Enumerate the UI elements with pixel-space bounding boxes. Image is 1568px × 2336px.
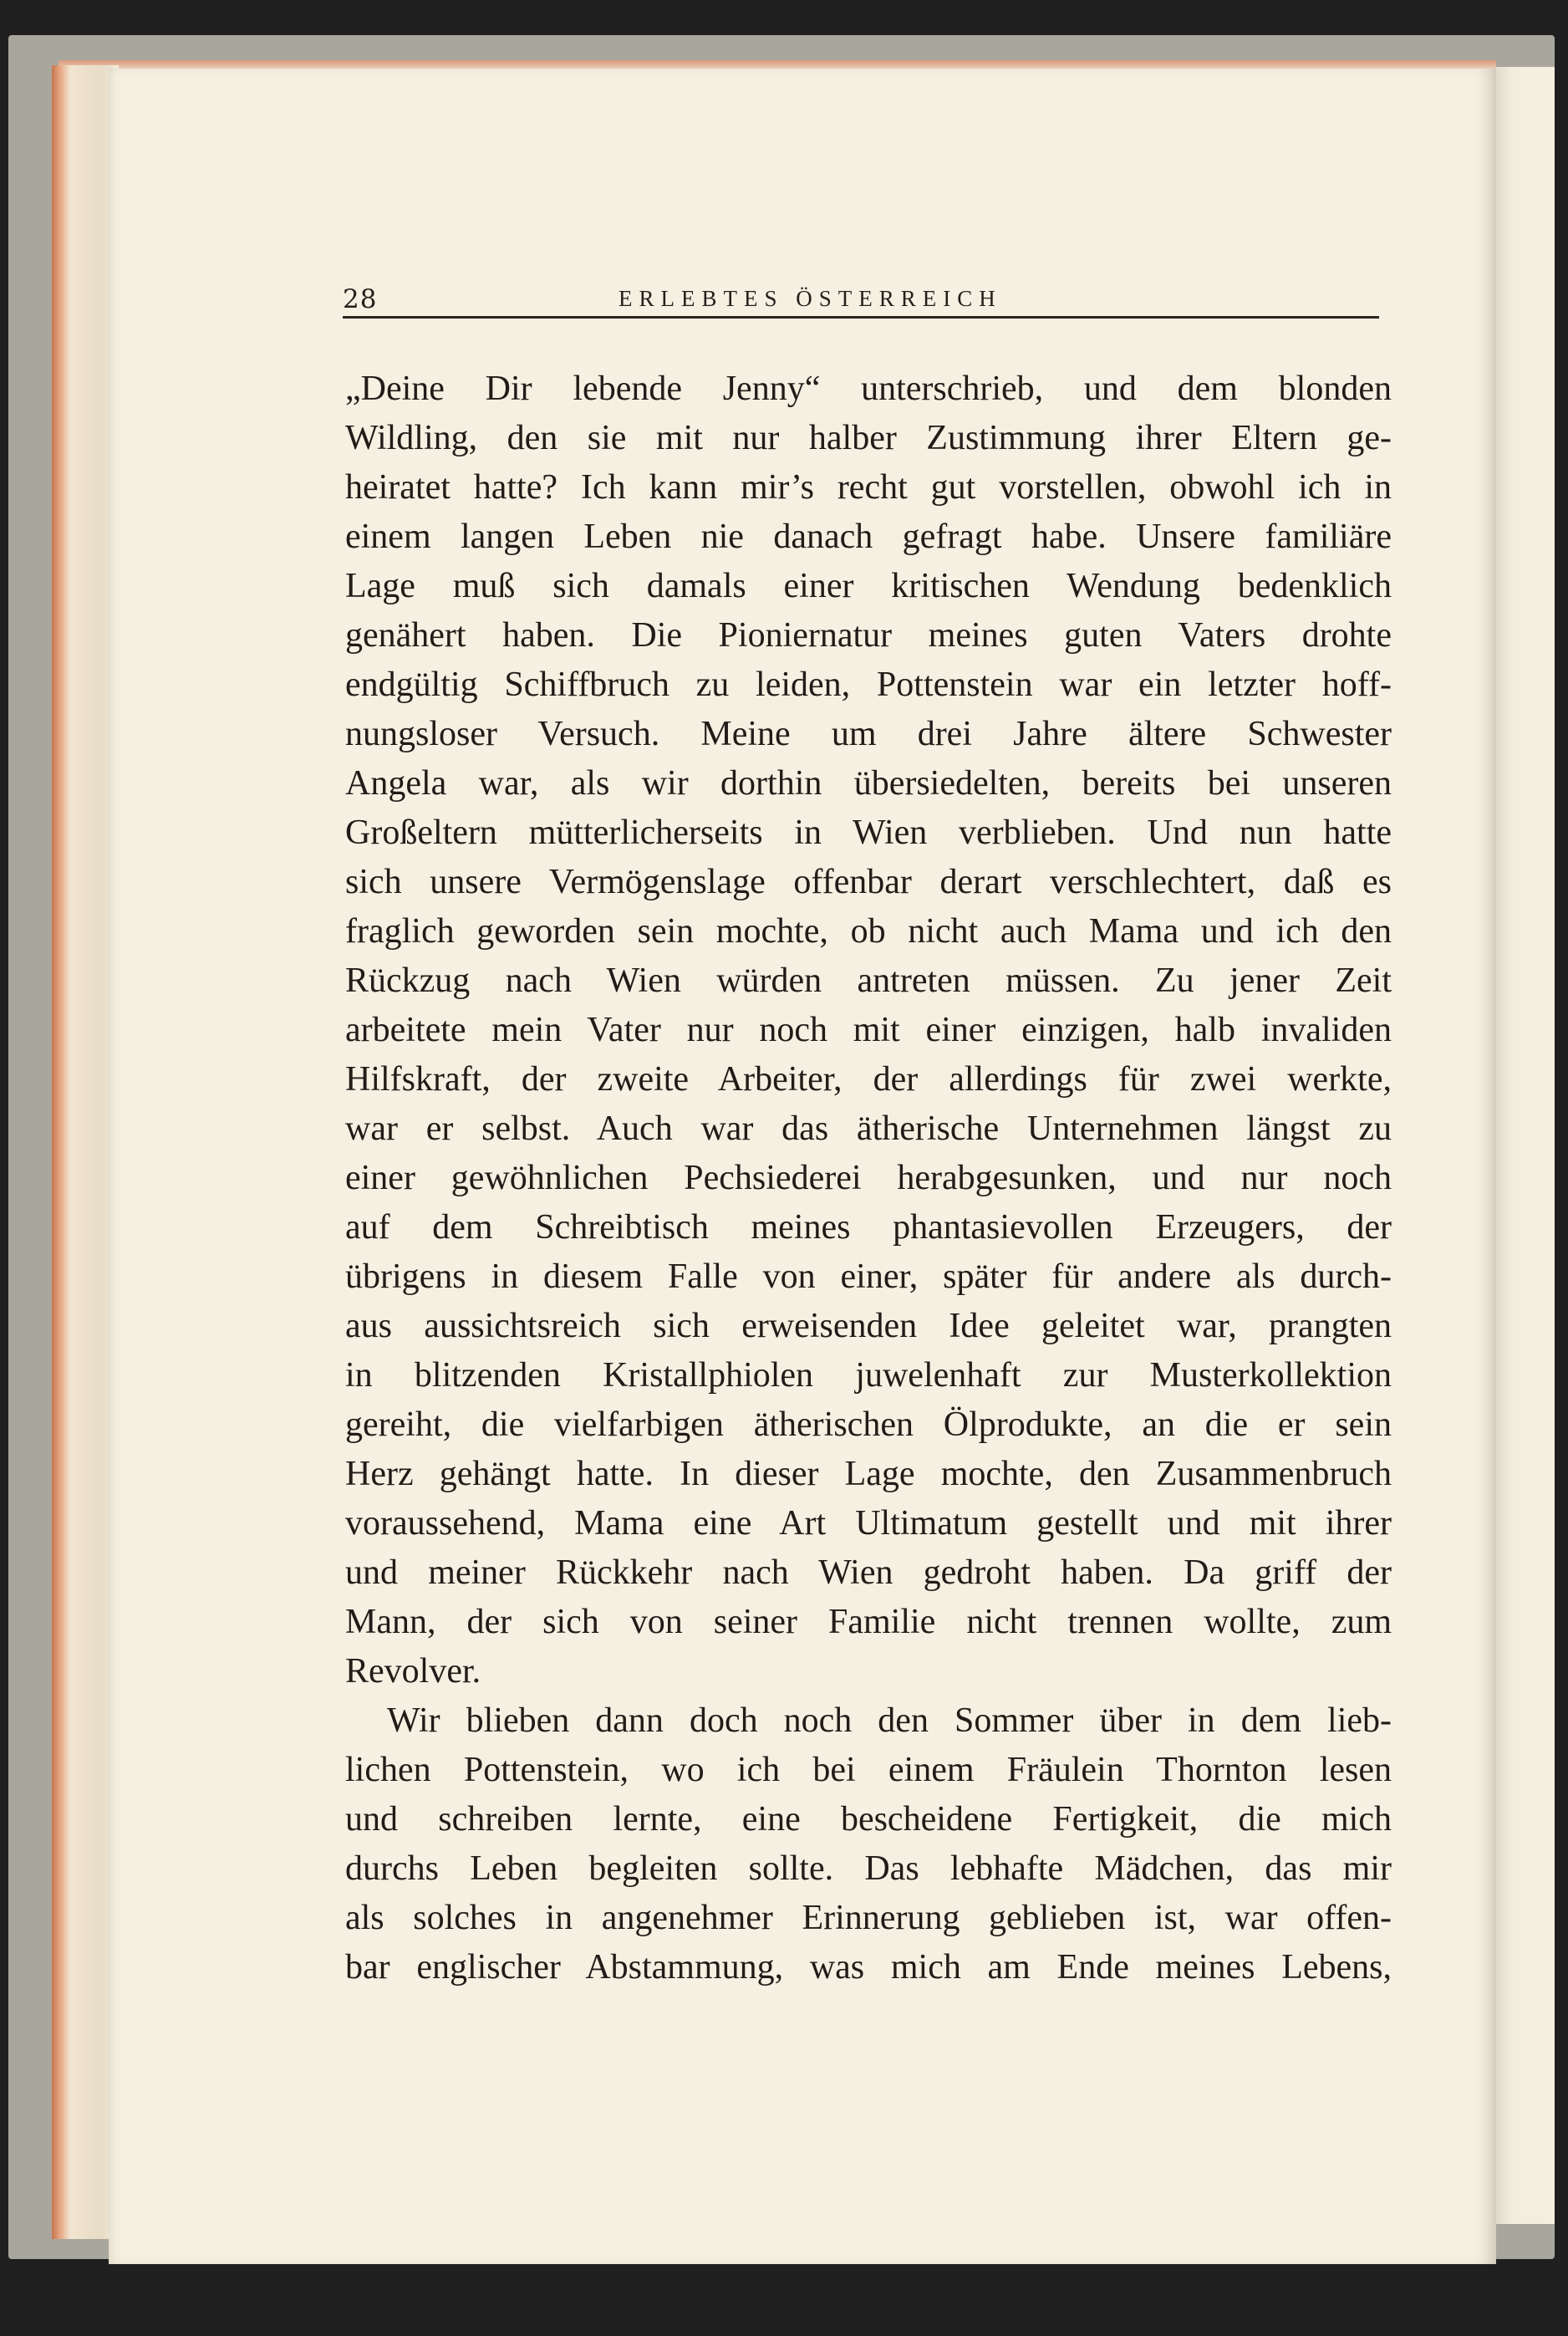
text-line: Hilfskraft, der zweite Arbeiter, der allerdings für zwei werkte, xyxy=(345,1060,1392,1099)
facing-page-edge xyxy=(1488,67,1555,2224)
text-line: nungsloser Versuch. Meine um drei Jahre ältere Schwester xyxy=(345,715,1392,753)
text-line: sich unsere Vermögenslage offenbar derart verschlechtert, daß es xyxy=(345,863,1392,901)
page-number: 28 xyxy=(343,284,378,314)
paragraph-start-line: Wir blieben dann doch noch den Sommer über in dem lieb- xyxy=(387,1701,1392,1740)
text-line: in blitzenden Kristallphiolen juwelenhaft zur Musterkollektion xyxy=(345,1356,1392,1395)
text-line: endgültig Schiffbruch zu leiden, Pottenstein war ein letzter hoff- xyxy=(345,666,1392,704)
text-line: bar englischer Abstammung, was mich am Ende meines Lebens, xyxy=(345,1948,1392,1987)
text-line: „Deine Dir lebende Jenny“ unterschrieb, und dem blonden xyxy=(345,370,1392,408)
paragraph-end-line: Revolver. xyxy=(345,1652,481,1691)
text-line: Wildling, den sie mit nur halber Zustimmung ihrer Eltern ge- xyxy=(345,419,1392,457)
text-line: aus aussichtsreich sich erweisenden Idee geleitet war, prangten xyxy=(345,1307,1392,1345)
body-text xyxy=(345,365,1392,1992)
text-line: Lage muß sich damals einer kritischen Wendung bedenklich xyxy=(345,567,1392,605)
text-line: als solches in angenehmer Erinnerung geblieben ist, war offen- xyxy=(345,1899,1392,1937)
text-line: heiratet hatte? Ich kann mir’s recht gut vorstellen, obwohl ich in xyxy=(345,468,1392,507)
text-line: Mann, der sich von seiner Familie nicht trennen wollte, zum xyxy=(345,1603,1392,1641)
text-line: und meiner Rückkehr nach Wien gedroht haben. Da griff der xyxy=(345,1553,1392,1592)
text-line: voraussehend, Mama eine Art Ultimatum gestellt und mit ihrer xyxy=(345,1504,1392,1543)
text-line: auf dem Schreibtisch meines phantasievollen Erzeugers, der xyxy=(345,1208,1392,1247)
text-line: durchs Leben begleiten sollte. Das lebhafte Mädchen, das mir xyxy=(345,1849,1392,1888)
text-line: lichen Pottenstein, wo ich bei einem Fräulein Thornton lesen xyxy=(345,1751,1392,1789)
text-line: Rückzug nach Wien würden antreten müssen. Zu jener Zeit xyxy=(345,961,1392,1000)
text-line: einer gewöhnlichen Pechsiederei herabgesunken, und nur noch xyxy=(345,1159,1392,1197)
text-line: und schreiben lernte, eine bescheidene Fertigkeit, die mich xyxy=(345,1800,1392,1839)
page-header xyxy=(343,279,1379,321)
text-line: fraglich geworden sein mochte, ob nicht auch Mama und ich den xyxy=(345,912,1392,951)
text-line: war er selbst. Auch war das ätherische Unternehmen längst zu xyxy=(345,1109,1392,1148)
text-line: genähert haben. Die Pioniernatur meines guten Vaters drohte xyxy=(345,616,1392,655)
text-line: Herz gehängt hatte. In dieser Lage mochte, den Zusammenbruch xyxy=(345,1455,1392,1493)
text-line: gereiht, die vielfarbigen ätherischen Ölprodukte, an die er sein xyxy=(345,1405,1392,1444)
header-rule xyxy=(343,316,1379,319)
text-line: übrigens in diesem Falle von einer, später für andere als durch- xyxy=(345,1257,1392,1296)
text-line: einem langen Leben nie danach gefragt habe. Unsere familiäre xyxy=(345,518,1392,556)
text-line: Großeltern mütterlicherseits in Wien verblieben. Und nun hatte xyxy=(345,814,1392,852)
text-line: Angela war, als wir dorthin übersiedelten, bereits bei unseren xyxy=(345,764,1392,803)
running-head: ERLEBTES ÖSTERREICH xyxy=(619,286,1002,311)
text-line: arbeitete mein Vater nur noch mit einer einzigen, halb invaliden xyxy=(345,1011,1392,1049)
